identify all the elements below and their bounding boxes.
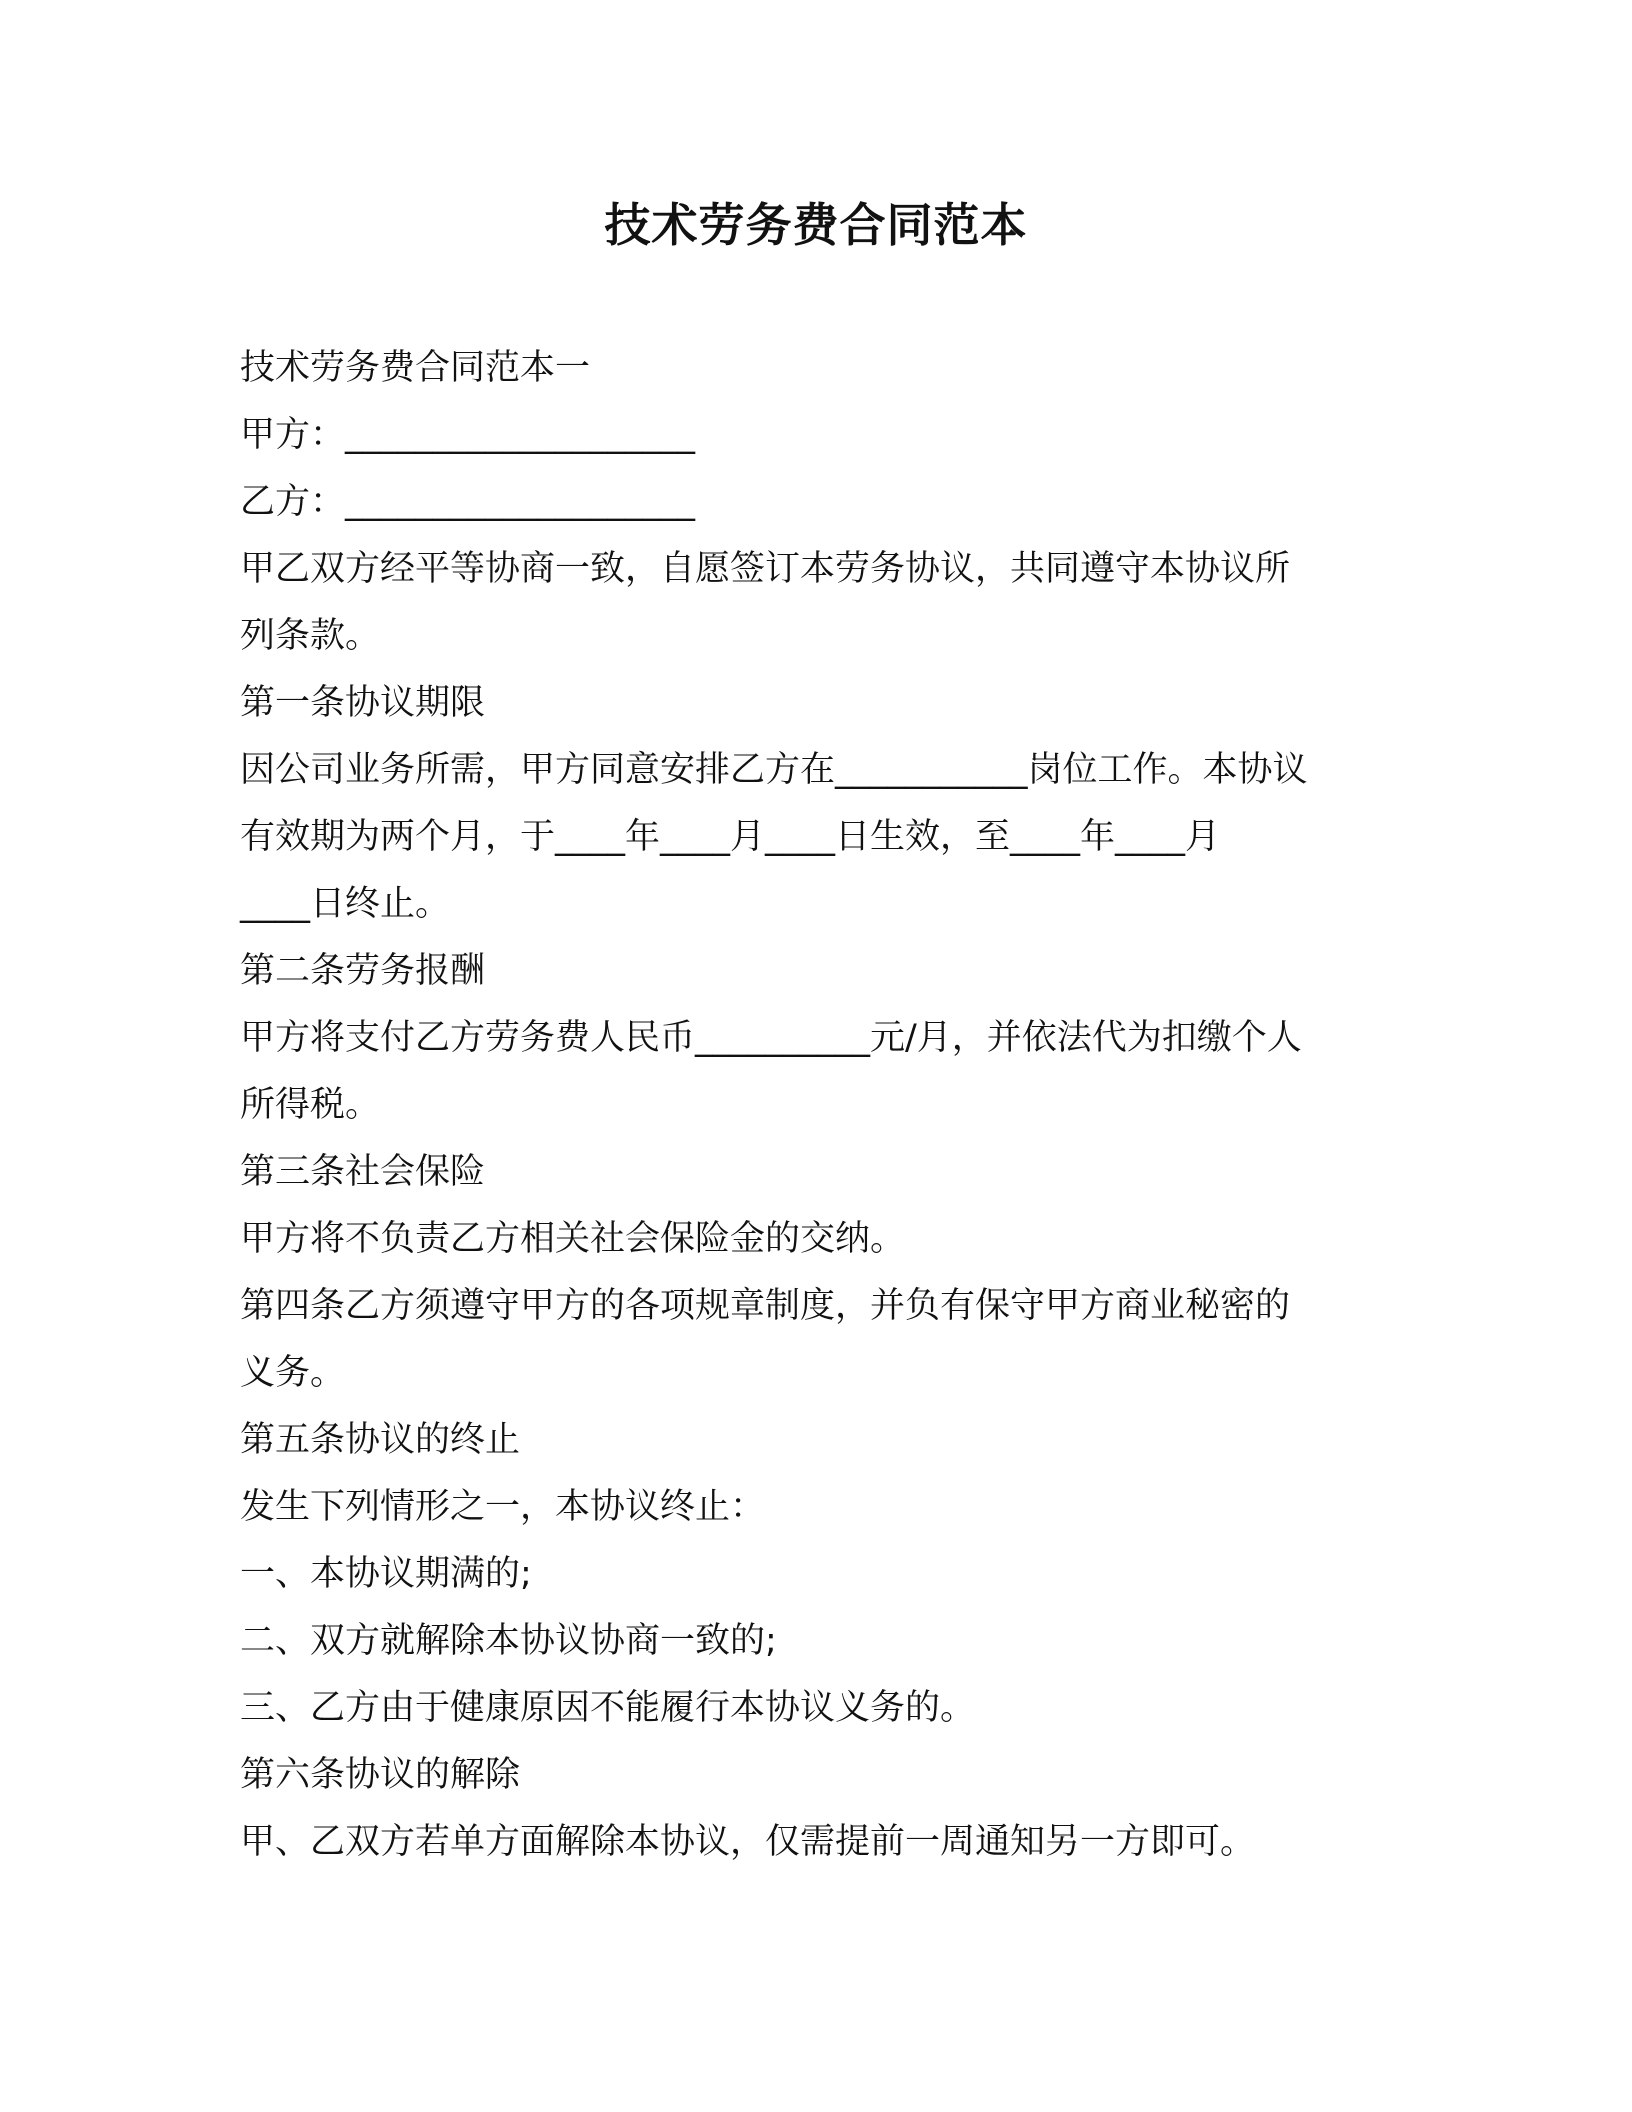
list-item: 二、双方就解除本协议协商一致的; (240, 1621, 777, 1661)
body-text-line: 列条款。 (240, 616, 381, 656)
document-title: 技术劳务费合同范本 (604, 198, 1028, 252)
party-a-field: 甲方：____________________ (240, 415, 696, 455)
list-item: 一、本协议期满的; (240, 1554, 532, 1594)
article-text-line: 第四条乙方须遵守甲方的各项规章制度，并负有保守甲方商业秘密的 (240, 1286, 1291, 1326)
body-text-line: 所得税。 (240, 1085, 381, 1125)
body-text-line: 甲乙双方经平等协商一致，自愿签订本劳务协议，共同遵守本协议所 (240, 549, 1291, 589)
article-heading: 第六条协议的解除 (240, 1755, 521, 1795)
body-text-line: 有效期为两个月，于____年____月____日生效，至____年____月 (240, 817, 1221, 857)
body-text-line: 因公司业务所需，甲方同意安排乙方在___________岗位工作。本协议 (240, 750, 1308, 790)
article-heading: 第五条协议的终止 (240, 1420, 521, 1460)
body-text-line: 甲方将支付乙方劳务费人民币__________元/月，并依法代为扣缴个人 (240, 1018, 1302, 1058)
section-heading: 技术劳务费合同范本一 (240, 348, 591, 388)
body-text-line: 甲、乙双方若单方面解除本协议，仅需提前一周通知另一方即可。 (240, 1822, 1256, 1862)
document-body (240, 335, 1390, 1876)
body-text-line: ____日终止。 (240, 884, 451, 924)
article-heading: 第二条劳务报酬 (240, 951, 486, 991)
article-heading: 第三条社会保险 (240, 1152, 486, 1192)
body-text-line: 甲方将不负责乙方相关社会保险金的交纳。 (240, 1219, 906, 1259)
party-b-field: 乙方：____________________ (240, 482, 696, 522)
body-text-line: 义务。 (240, 1353, 346, 1393)
body-text-line: 发生下列情形之一，本协议终止： (240, 1487, 766, 1527)
list-item: 三、乙方由于健康原因不能履行本协议义务的。 (240, 1688, 976, 1728)
article-heading: 第一条协议期限 (240, 683, 486, 723)
